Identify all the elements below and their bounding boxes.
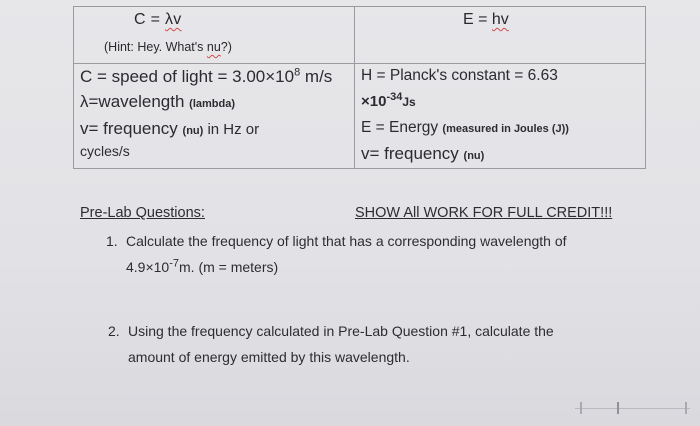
cell-speed-of-light-formula bbox=[74, 7, 355, 64]
question-1 bbox=[106, 228, 636, 280]
question-1-wavelength: $4.9\times 10^{-7}m$. (m = meters) bbox=[126, 257, 279, 275]
def-frequency-unit: cycles/s bbox=[80, 143, 130, 159]
def-planck-constant: H = Planck's constant = 6.63 bbox=[361, 67, 558, 84]
ruler-tick bbox=[685, 402, 687, 414]
question-2 bbox=[108, 318, 628, 370]
ruler-tick bbox=[580, 402, 582, 414]
def-wavelength: λ=wavelength (lambda) bbox=[80, 92, 235, 111]
question-2-text-continued: amount of energy emitted by this wavelength. bbox=[128, 349, 410, 365]
ruler-tick bbox=[617, 402, 619, 414]
show-work-instruction: SHOW All WORK FOR FULL CREDIT!!! bbox=[355, 205, 613, 221]
question-1-text: Calculate the frequency of light that has a corresponding wavelength of bbox=[126, 233, 567, 249]
cell-right-definitions bbox=[355, 64, 646, 169]
def-frequency: v= frequency (nu) in Hz or bbox=[80, 119, 260, 138]
formula-energy: E = hv bbox=[463, 11, 509, 28]
cell-left-definitions bbox=[74, 64, 355, 169]
cell-energy-formula bbox=[355, 7, 646, 64]
formula-speed-of-light: C = λv bbox=[134, 11, 182, 28]
equations-table bbox=[73, 6, 646, 169]
hint-text: (Hint: Hey. What's nu?) bbox=[104, 40, 232, 54]
def-planck-exponent: $\times 10^{-34}Js$ bbox=[361, 91, 416, 110]
question-1-number: 1. bbox=[106, 233, 118, 249]
def-speed-of-light: C = speed of light = $3.00\times 10^8$ m/s bbox=[80, 66, 333, 86]
def-frequency-right: v= frequency (nu) bbox=[361, 144, 485, 163]
prelab-heading: Pre-Lab Questions: bbox=[80, 205, 205, 221]
ruler-line bbox=[575, 408, 690, 409]
question-2-number: 2. bbox=[108, 323, 120, 339]
question-2-text: Using the frequency calculated in Pre-Lab Question #1, calculate the bbox=[128, 323, 554, 339]
def-energy: E = Energy (measured in Joules (J)) bbox=[361, 119, 569, 136]
